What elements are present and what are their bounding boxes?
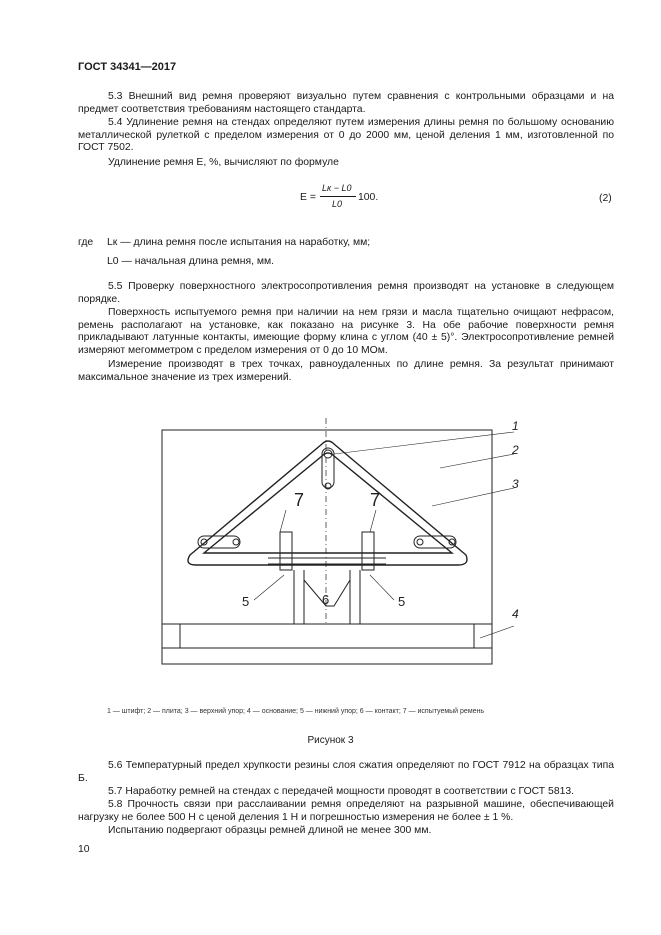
paragraph-5-8-samples: Испытанию подвергают образцы ремней длиной не менее 300 мм. bbox=[108, 825, 432, 836]
left-slot bbox=[198, 536, 240, 548]
page-number: 10 bbox=[78, 844, 90, 855]
paragraph-5-4-formula-intro: Удлинение ремня E, %, вычисляют по формуле bbox=[108, 157, 339, 168]
label-7a: 7 bbox=[294, 490, 305, 510]
paragraph-5-6: 5.6 Температурный предел хрупкости резины слоя сжатия определяют по ГОСТ 7912 на образцах типа Б. bbox=[78, 760, 614, 784]
label-3: 3 bbox=[512, 477, 519, 491]
leader-5b bbox=[370, 575, 394, 600]
formula-2 bbox=[300, 183, 420, 215]
belt-outer bbox=[188, 441, 467, 565]
formula-lhs: E = bbox=[300, 192, 316, 203]
label-5a: 5 bbox=[242, 594, 250, 609]
leader-4 bbox=[480, 626, 514, 638]
left-lower-stop bbox=[294, 570, 304, 624]
label-2: 2 bbox=[512, 443, 519, 457]
leader-1 bbox=[334, 432, 514, 454]
paragraph-5-3: 5.3 Внешний вид ремня проверяют визуально путем сравнения с контрольными образцами и на предмет соответствия требованиям настоящего стандарта. bbox=[78, 91, 614, 115]
label-1: 1 bbox=[512, 419, 519, 433]
label-7b: 7 bbox=[370, 490, 381, 510]
figure-title: Рисунок 3 bbox=[307, 735, 354, 746]
formula-denominator: L0 bbox=[332, 199, 343, 209]
formula-number: (2) bbox=[599, 193, 612, 204]
belt-inner bbox=[204, 453, 452, 553]
fraction-bar bbox=[320, 196, 356, 197]
right-lower-stop bbox=[350, 570, 360, 624]
leader-7b bbox=[370, 510, 376, 532]
where-word: где bbox=[78, 237, 94, 248]
document-header: ГОСТ 34341—2017 bbox=[78, 61, 177, 73]
paragraph-5-4: 5.4 Удлинение ремня на стендах определяют путем измерения длины ремня по большому основанию металлической рулеткой с пределом измерения от 0 до 2000 мм, ценой деления 1 мм, изготовленной по ГОСТ 7502. bbox=[78, 117, 614, 154]
where-line-1: Lк — длина ремня после испытания на наработку, мм; bbox=[107, 237, 371, 248]
leader-2 bbox=[440, 454, 514, 468]
formula-numerator: Lк − L0 bbox=[322, 183, 352, 193]
pin-left-2-icon bbox=[233, 539, 239, 545]
paragraph-5-5-procedure: Поверхность испытуемого ремня при наличии на нем грязи и масла тщательно очищают нефрасом, ремень располагают на установке, как показано на рисунке 3. На обе рабочие поверхности ремня прикладывают латунные контакты, имеющие форму клина с углом (40 ± 5)°. Электросопротивление ремней измеряют мегомметром с пределом измерения от 0 до 10 МОм. bbox=[78, 307, 614, 356]
label-6: 6 bbox=[322, 592, 330, 607]
label-5b: 5 bbox=[398, 594, 406, 609]
paragraph-5-8: 5.8 Прочность связи при расслаивании ремня определяют на разрывной машине, обеспечивающей нагрузку не более 500 Н с ценой деления 1 Н и погрешностью измерения не более ± 1 %. bbox=[78, 799, 614, 823]
leader-3 bbox=[432, 488, 514, 506]
label-4: 4 bbox=[512, 607, 519, 621]
where-line-2: L0 — начальная длина ремня, мм. bbox=[107, 256, 275, 267]
leader-7a bbox=[280, 510, 286, 532]
paragraph-5-5: 5.5 Проверку поверхностного электросопротивления ремня производят на установке в следующем порядке. bbox=[78, 281, 614, 305]
paragraph-5-7: 5.7 Наработку ремней на стендах с передачей мощности проводят в соответствии с ГОСТ 5813. bbox=[108, 786, 575, 797]
base-outline bbox=[162, 624, 492, 664]
formula-factor: 100. bbox=[358, 192, 379, 203]
pin-right-icon bbox=[417, 539, 423, 545]
figure-3-drawing bbox=[150, 410, 540, 680]
figure-caption: 1 — штифт; 2 — плита; 3 — верхний упор; 4 — основание; 5 — нижний упор; 6 — контакт; 7 — испытуемый ремень bbox=[107, 708, 485, 715]
paragraph-5-5-measurement: Измерение производят в трех точках, равноудаленных по длине ремня. За результат принимают максимальное значение из трех измерений. bbox=[78, 359, 614, 383]
leader-5a bbox=[254, 575, 284, 600]
